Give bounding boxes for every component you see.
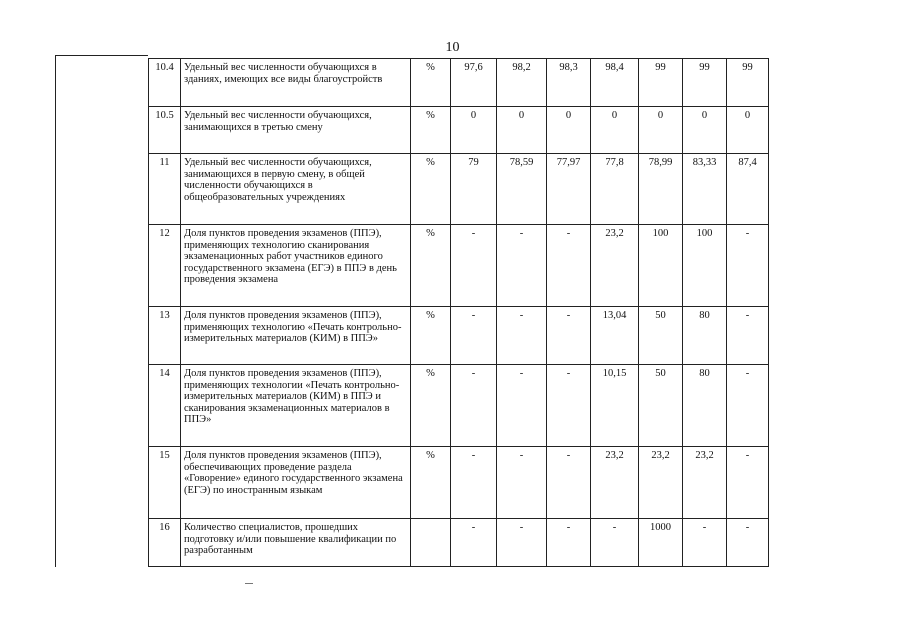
indicator-name: Доля пунктов проведения экзаменов (ППЭ), применяющих технологию сканирования экзаменационных работ участников единого государственного экзамена (ЕГЭ) в ППЭ в день проведения экзамена xyxy=(181,225,411,307)
value-cell: - xyxy=(683,519,727,567)
value-cell: 98,4 xyxy=(591,59,639,107)
value-cell: - xyxy=(497,447,547,519)
unit-cell: % xyxy=(411,107,451,154)
left-margin-frame xyxy=(55,55,148,567)
value-cell: 78,99 xyxy=(639,154,683,225)
value-cell: - xyxy=(727,519,769,567)
value-cell: 0 xyxy=(639,107,683,154)
value-cell: 83,33 xyxy=(683,154,727,225)
row-number: 16 xyxy=(149,519,181,567)
value-cell: 23,2 xyxy=(591,447,639,519)
value-cell: - xyxy=(497,307,547,365)
value-cell: 10,15 xyxy=(591,365,639,447)
value-cell: 13,04 xyxy=(591,307,639,365)
value-cell: 50 xyxy=(639,307,683,365)
unit-cell: % xyxy=(411,59,451,107)
page-number: 10 xyxy=(445,40,460,55)
value-cell: - xyxy=(591,519,639,567)
value-cell: - xyxy=(547,365,591,447)
value-cell: 99 xyxy=(727,59,769,107)
table-row xyxy=(149,447,769,519)
value-cell: 80 xyxy=(683,307,727,365)
value-cell: 98,2 xyxy=(497,59,547,107)
unit-cell: % xyxy=(411,154,451,225)
indicator-name: Удельный вес численности обучающихся, занимающихся в третью смену xyxy=(181,107,411,154)
indicator-name: Удельный вес численности обучающихся в зданиях, имеющих все виды благоустройств xyxy=(181,59,411,107)
value-cell: - xyxy=(451,225,497,307)
unit-cell: % xyxy=(411,307,451,365)
row-number: 11 xyxy=(149,154,181,225)
table-row xyxy=(149,519,769,567)
value-cell: 99 xyxy=(683,59,727,107)
indicators-table xyxy=(148,58,769,567)
value-cell: - xyxy=(727,447,769,519)
value-cell: - xyxy=(497,365,547,447)
value-cell: 0 xyxy=(591,107,639,154)
indicator-name: Доля пунктов проведения экзаменов (ППЭ), применяющих технологии «Печать контрольно-измерительных материалов (КИМ) в ППЭ и сканирования экзаменационных материалов в ППЭ» xyxy=(181,365,411,447)
unit-cell xyxy=(411,519,451,567)
value-cell: - xyxy=(497,519,547,567)
row-number: 12 xyxy=(149,225,181,307)
value-cell: - xyxy=(727,307,769,365)
value-cell: 77,97 xyxy=(547,154,591,225)
value-cell: 98,3 xyxy=(547,59,591,107)
value-cell: - xyxy=(497,225,547,307)
value-cell: 87,4 xyxy=(727,154,769,225)
value-cell: 80 xyxy=(683,365,727,447)
indicator-name: Доля пунктов проведения экзаменов (ППЭ), обеспечивающих проведение раздела «Говорение» единого государственного экзамена (ЕГЭ) по иностранным языкам xyxy=(181,447,411,519)
value-cell: 0 xyxy=(683,107,727,154)
value-cell: - xyxy=(547,307,591,365)
indicator-name: Количество специалистов, прошедших подготовку и/или повышение квалификации по разработанным xyxy=(181,519,411,567)
value-cell: 23,2 xyxy=(639,447,683,519)
value-cell: 100 xyxy=(683,225,727,307)
value-cell: 0 xyxy=(547,107,591,154)
value-cell: 0 xyxy=(497,107,547,154)
row-number: 10.5 xyxy=(149,107,181,154)
indicator-name: Удельный вес численности обучающихся, занимающихся в первую смену, в общей численности обучающихся в общеобразовательных учреждениях xyxy=(181,154,411,225)
unit-cell: % xyxy=(411,225,451,307)
value-cell: - xyxy=(547,225,591,307)
value-cell: 97,6 xyxy=(451,59,497,107)
value-cell: - xyxy=(547,519,591,567)
scan-mark xyxy=(245,583,253,584)
row-number: 15 xyxy=(149,447,181,519)
value-cell: 23,2 xyxy=(683,447,727,519)
unit-cell: % xyxy=(411,365,451,447)
value-cell: - xyxy=(451,365,497,447)
value-cell: 23,2 xyxy=(591,225,639,307)
table-row xyxy=(149,225,769,307)
value-cell: - xyxy=(451,519,497,567)
value-cell: 99 xyxy=(639,59,683,107)
value-cell: 78,59 xyxy=(497,154,547,225)
row-number: 13 xyxy=(149,307,181,365)
table-row xyxy=(149,107,769,154)
value-cell: - xyxy=(727,365,769,447)
table-row xyxy=(149,59,769,107)
row-number: 10.4 xyxy=(149,59,181,107)
row-number: 14 xyxy=(149,365,181,447)
indicator-name: Доля пунктов проведения экзаменов (ППЭ), применяющих технологию «Печать контрольно-измерительных материалов (КИМ) в ППЭ» xyxy=(181,307,411,365)
value-cell: - xyxy=(547,447,591,519)
unit-cell: % xyxy=(411,447,451,519)
value-cell: 0 xyxy=(727,107,769,154)
value-cell: 79 xyxy=(451,154,497,225)
value-cell: 0 xyxy=(451,107,497,154)
value-cell: 50 xyxy=(639,365,683,447)
value-cell: - xyxy=(451,307,497,365)
value-cell: 100 xyxy=(639,225,683,307)
table-row xyxy=(149,307,769,365)
value-cell: 77,8 xyxy=(591,154,639,225)
value-cell: 1000 xyxy=(639,519,683,567)
table-row xyxy=(149,154,769,225)
value-cell: - xyxy=(727,225,769,307)
table-row xyxy=(149,365,769,447)
value-cell: - xyxy=(451,447,497,519)
